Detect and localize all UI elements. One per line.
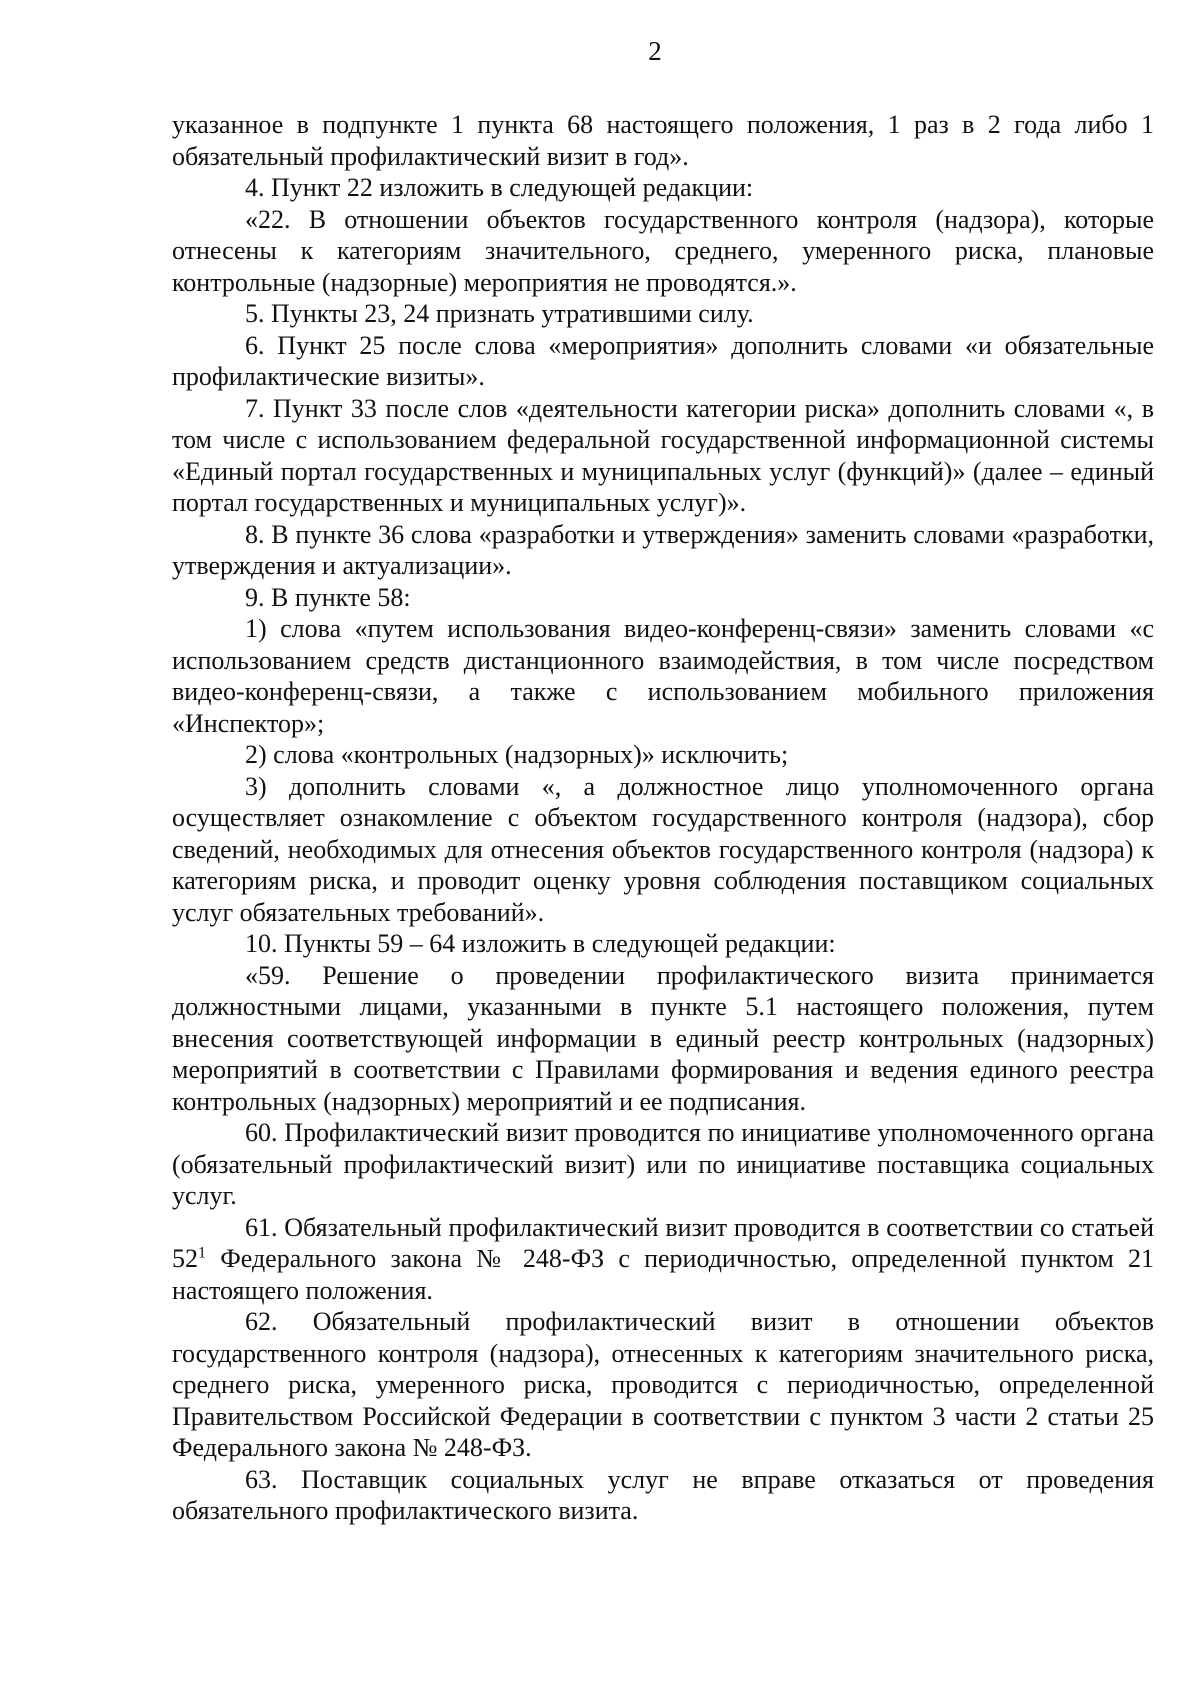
clause-61-text-before: 61. Обязательный профилактический визит проводится в соответствии со статьей 52 bbox=[172, 1212, 1154, 1273]
paragraph-item-10: 10. Пункты 59 – 64 изложить в следующей редакции: bbox=[245, 929, 836, 958]
paragraph-item-4: 4. Пункт 22 изложить в следующей редакции: bbox=[245, 173, 754, 202]
paragraph-clause-61 bbox=[172, 1212, 1154, 1307]
paragraph-item-8: 8. В пункте 36 слова «разработки и утверждения» заменить словами «разработки, утверждения и актуализации». bbox=[172, 519, 1154, 580]
document-body bbox=[172, 109, 1154, 1527]
paragraph-clause-22: «22. В отношении объектов государственного контроля (надзора), которые отнесены к категориям значительного, среднего, умеренного риска, плановые контрольные (надзорные) мероприятия не проводятся.». bbox=[172, 204, 1154, 297]
paragraph-item-5: 5. Пункты 23, 24 признать утратившими силу. bbox=[245, 299, 754, 328]
paragraph-subitem-2: 2) слова «контрольных (надзорных)» исключить; bbox=[245, 740, 789, 769]
paragraph-item-7: 7. Пункт 33 после слов «деятельности категории риска» дополнить словами «, в том числе с использованием федеральной государственной информационной системы «Единый портал государственных и муниципальных услуг (функций)» (далее – единый портал государственных и муниципальных услуг)». bbox=[172, 393, 1154, 517]
paragraph-item-9: 9. В пункте 58: bbox=[245, 582, 411, 612]
clause-61-text-after: Федерального закона № 248-ФЗ с периодичностью, определенной пунктом 21 настоящего положения. bbox=[172, 1244, 1154, 1305]
paragraph-subitem-3: 3) дополнить словами «, а должностное лицо уполномоченного органа осуществляет ознакомление с объектом государственного контроля (надзора), сбор сведений, необходимых для отнесения объектов государственного контроля (надзора) к категориям риска, и проводит оценку уровня соблюдения поставщиком социальных услуг обязательных требований». bbox=[172, 771, 1154, 927]
paragraph-clause-63: 63. Поставщик социальных услуг не вправе отказаться от проведения обязательного профилактического визита. bbox=[172, 1464, 1154, 1525]
paragraph-subitem-1: 1) слова «путем использования видео-конференц-связи» заменить словами «с использованием средств дистанционного взаимодействия, в том числе посредством видео-конференц-связи, а также с использованием мобильного приложения «Инспектор»; bbox=[172, 614, 1154, 738]
paragraph-clause-62: 62. Обязательный профилактический визит в отношении объектов государственного контроля (надзора), отнесенных к категориям значительного риска, среднего риска, умеренного риска, проводится с периодичностью, определенной Правительством Российской Федерации в соответствии с пунктом 3 части 2 статьи 25 Федерального закона № 248-ФЗ. bbox=[172, 1307, 1154, 1462]
clause-61-superscript: 1 bbox=[198, 1244, 206, 1262]
paragraph-clause-60: 60. Профилактический визит проводится по инициативе уполномоченного органа (обязательный профилактический визит) или по инициативе поставщика социальных услуг. bbox=[172, 1118, 1154, 1210]
page-number: 2 bbox=[648, 36, 662, 66]
paragraph-item-6: 6. Пункт 25 после слова «мероприятия» дополнить словами «и обязательные профилактические визиты». bbox=[172, 330, 1154, 391]
paragraph-continuation: указанное в подпункте 1 пункта 68 настоящего положения, 1 раз в 2 года либо 1 обязательный профилактический визит в год». bbox=[172, 110, 1154, 171]
paragraph-clause-59: «59. Решение о проведении профилактического визита принимается должностными лицами, указанными в пункте 5.1 настоящего положения, путем внесения соответствующей информации в единый реестр контрольных (надзорных) мероприятий в соответствии с Правилами формирования и ведения единого реестра контрольных (надзорных) мероприятий и ее подписания. bbox=[172, 960, 1154, 1116]
